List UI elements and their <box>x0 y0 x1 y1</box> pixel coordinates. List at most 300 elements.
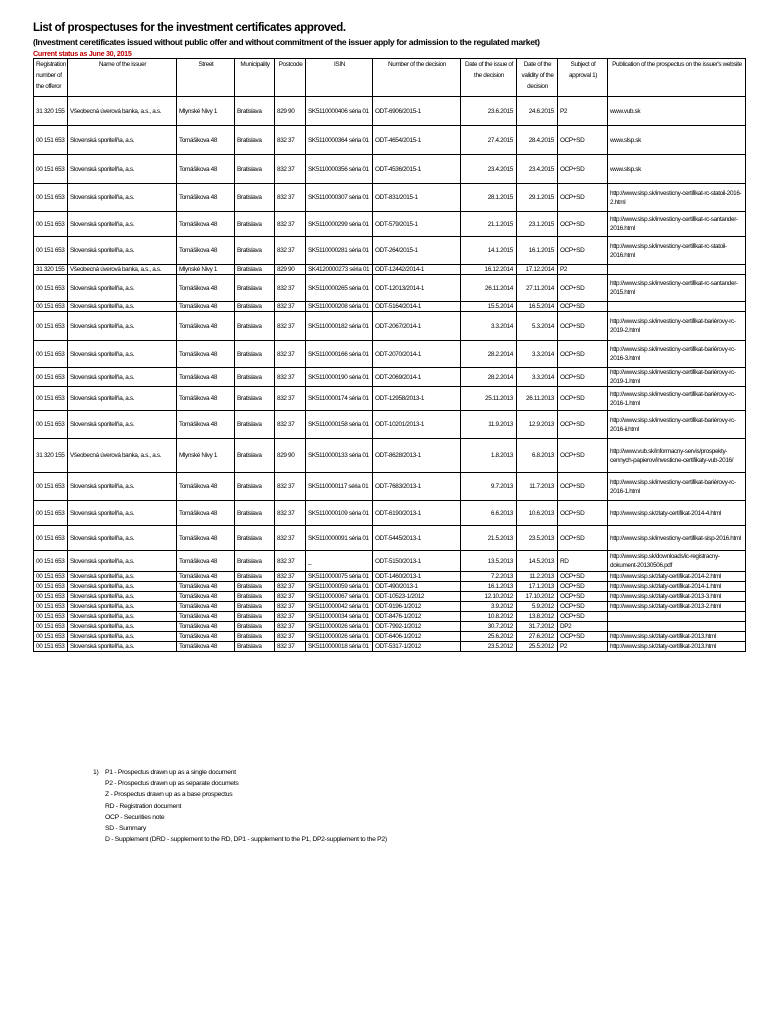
issuer-cell: Slovenská sporiteľňa, a.s. <box>68 582 177 592</box>
postcode-cell: 832 37 <box>275 312 306 341</box>
decision-number-cell: ODT-6190/2013-1 <box>373 501 461 526</box>
publication-cell[interactable]: http://www.slsp.sk/zlaty-certifikat-2014-2.html <box>608 572 746 582</box>
decision-number-cell: ODT-490/2013-1 <box>373 582 461 592</box>
postcode-cell: 832 37 <box>275 184 306 212</box>
municipality-cell: Bratislava <box>235 368 275 387</box>
postcode-cell: 832 37 <box>275 473 306 501</box>
isin-cell: SK5110000281 séria 01 <box>306 237 373 265</box>
registration-cell: 00 151 653 <box>34 368 68 387</box>
decision-number-cell: ODT-12958/2013-1 <box>373 387 461 411</box>
isin-cell: SK5110000026 séria 01 <box>306 632 373 642</box>
street-cell: Tomášikova 48 <box>177 411 235 439</box>
postcode-cell: 832 37 <box>275 155 306 184</box>
isin-cell: SK5110000075 séria 01 <box>306 572 373 582</box>
municipality-cell: Bratislava <box>235 275 275 302</box>
isin-cell: SK5110000158 séria 01 <box>306 411 373 439</box>
validity-date-cell: 16.1.2015 <box>517 237 558 265</box>
street-cell: Tomášikova 48 <box>177 387 235 411</box>
issuer-cell: Slovenská sporiteľňa, a.s. <box>68 126 177 155</box>
issue-date-cell: 3.3.2014 <box>461 312 517 341</box>
registration-cell: 31 320 155 <box>34 265 68 275</box>
isin-cell: SK5110000109 séria 01 <box>306 501 373 526</box>
validity-date-cell: 13.8.2012 <box>517 612 558 622</box>
publication-cell[interactable]: http://www.slsp.sk/investicny-certifikat-bariérovy-rc-2016-1.html <box>608 473 746 501</box>
decision-number-cell: ODT-5150/2013-1 <box>373 551 461 572</box>
table-row <box>34 526 746 551</box>
issue-date-cell: 7.2.2013 <box>461 572 517 582</box>
isin-cell: SK5110000406 séria 01 <box>306 97 373 126</box>
issue-date-cell: 6.6.2013 <box>461 501 517 526</box>
street-cell: Mlynské Nivy 1 <box>177 439 235 473</box>
table-row <box>34 473 746 501</box>
validity-date-cell: 11.2.2013 <box>517 572 558 582</box>
issue-date-cell: 1.8.2013 <box>461 439 517 473</box>
table-row <box>34 602 746 612</box>
municipality-cell: Bratislava <box>235 602 275 612</box>
municipality-cell: Bratislava <box>235 312 275 341</box>
decision-number-cell: ODT-7683/2013-1 <box>373 473 461 501</box>
issuer-cell: Slovenská sporiteľňa, a.s. <box>68 312 177 341</box>
decision-number-cell: ODT-6406-1/2012 <box>373 632 461 642</box>
issuer-cell: Slovenská sporiteľňa, a.s. <box>68 501 177 526</box>
registration-cell: 00 151 653 <box>34 632 68 642</box>
postcode-cell: 832 37 <box>275 302 306 312</box>
postcode-cell: 832 37 <box>275 212 306 237</box>
registration-cell: 00 151 653 <box>34 501 68 526</box>
publication-cell[interactable]: http://www.slsp.sk/zlaty-certifikat-2013-3.html <box>608 592 746 602</box>
street-cell: Tomášikova 48 <box>177 302 235 312</box>
validity-date-cell: 26.11.2013 <box>517 387 558 411</box>
issue-date-cell: 21.5.2013 <box>461 526 517 551</box>
table-row <box>34 302 746 312</box>
postcode-cell: 832 37 <box>275 501 306 526</box>
street-cell: Tomášikova 48 <box>177 312 235 341</box>
registration-cell: 31 320 155 <box>34 439 68 473</box>
registration-cell: 31 320 155 <box>34 97 68 126</box>
decision-number-cell: ODT-7992-1/2012 <box>373 622 461 632</box>
decision-number-cell: ODT-9196-1/2012 <box>373 602 461 612</box>
footnote-item: RD - Registration document <box>105 802 182 810</box>
registration-cell: 00 151 653 <box>34 341 68 368</box>
street-cell: Tomášikova 48 <box>177 473 235 501</box>
municipality-cell: Bratislava <box>235 97 275 126</box>
publication-cell[interactable]: http://www.slsp.sk/investicny-certifikat-slsp-2016.html <box>608 526 746 551</box>
street-cell: Tomášikova 48 <box>177 126 235 155</box>
street-cell: Tomášikova 48 <box>177 275 235 302</box>
table-row <box>34 341 746 368</box>
registration-cell: 00 151 653 <box>34 526 68 551</box>
isin-cell: SK5110000059 séria 01 <box>306 582 373 592</box>
issuer-cell: Slovenská sporiteľňa, a.s. <box>68 368 177 387</box>
subject-cell: OCP+SD <box>558 473 608 501</box>
isin-cell: SK5110000133 séria 01 <box>306 439 373 473</box>
publication-cell[interactable]: http://www.slsp.sk/zlaty-certifikat-2013-2.html <box>608 602 746 612</box>
municipality-cell: Bratislava <box>235 184 275 212</box>
municipality-cell: Bratislava <box>235 572 275 582</box>
validity-date-cell: 27.11.2014 <box>517 275 558 302</box>
validity-date-cell: 17.12.2014 <box>517 265 558 275</box>
issue-date-cell: 11.9.2013 <box>461 411 517 439</box>
municipality-cell: Bratislava <box>235 439 275 473</box>
issue-date-cell: 26.11.2014 <box>461 275 517 302</box>
validity-date-cell: 17.1.2013 <box>517 582 558 592</box>
table-row <box>34 592 746 602</box>
street-cell: Tomášikova 48 <box>177 602 235 612</box>
issue-date-cell: 14.1.2015 <box>461 237 517 265</box>
postcode-cell: 832 37 <box>275 387 306 411</box>
street-cell: Tomášikova 48 <box>177 642 235 652</box>
postcode-cell: 829 90 <box>275 439 306 473</box>
publication-cell[interactable]: www.slsp.sk <box>608 126 746 155</box>
table-row <box>34 411 746 439</box>
issue-date-cell: 28.2.2014 <box>461 368 517 387</box>
registration-cell: 00 151 653 <box>34 212 68 237</box>
validity-date-cell: 23.5.2013 <box>517 526 558 551</box>
subject-cell: OCP+SD <box>558 632 608 642</box>
issue-date-cell: 21.1.2015 <box>461 212 517 237</box>
subject-cell: OCP+SD <box>558 526 608 551</box>
publication-cell[interactable]: http://www.slsp.sk/investicny-certifikat-bariérovy-rc-2019-2.html <box>608 312 746 341</box>
registration-cell: 00 151 653 <box>34 411 68 439</box>
street-cell: Tomášikova 48 <box>177 184 235 212</box>
validity-date-cell: 5.9.2012 <box>517 602 558 612</box>
issuer-cell: Slovenská sporiteľňa, a.s. <box>68 302 177 312</box>
table-row <box>34 582 746 592</box>
issuer-cell: Slovenská sporiteľňa, a.s. <box>68 237 177 265</box>
decision-number-cell: ODT-6906/2015-1 <box>373 97 461 126</box>
postcode-cell: 832 37 <box>275 602 306 612</box>
subject-cell: OCP+SD <box>558 126 608 155</box>
municipality-cell: Bratislava <box>235 642 275 652</box>
decision-number-cell: ODT-5164/2014-1 <box>373 302 461 312</box>
publication-cell[interactable]: http://www.slsp.sk/zlaty-certifikat-2013.html <box>608 632 746 642</box>
postcode-cell: 832 37 <box>275 275 306 302</box>
issue-date-cell: 9.7.2013 <box>461 473 517 501</box>
municipality-cell: Bratislava <box>235 582 275 592</box>
isin-cell: _ <box>306 551 373 572</box>
municipality-cell: Bratislava <box>235 473 275 501</box>
registration-cell: 00 151 653 <box>34 155 68 184</box>
decision-number-cell: ODT-1460/2013-1 <box>373 572 461 582</box>
issue-date-cell: 28.1.2015 <box>461 184 517 212</box>
publication-cell[interactable] <box>608 265 746 275</box>
issuer-cell: Slovenská sporiteľňa, a.s. <box>68 387 177 411</box>
street-cell: Tomášikova 48 <box>177 632 235 642</box>
issue-date-cell: 16.1.2013 <box>461 582 517 592</box>
issuer-cell: Slovenská sporiteľňa, a.s. <box>68 184 177 212</box>
status-date: Current status as June 30, 2015 <box>33 49 132 58</box>
table-row <box>34 212 746 237</box>
registration-cell: 00 151 653 <box>34 612 68 622</box>
page-subtitle: (Investment ceretificates issued without public offer and without commitment of the issuer apply for admission to the regulated market) <box>33 37 540 47</box>
footnote-item: P1 - Prospectus drawn up as a single document <box>105 769 236 776</box>
subject-cell: OCP+SD <box>558 602 608 612</box>
validity-date-cell: 23.4.2015 <box>517 155 558 184</box>
isin-cell: SK5110000026 séria 01 <box>306 622 373 632</box>
table-row <box>34 387 746 411</box>
municipality-cell: Bratislava <box>235 411 275 439</box>
issuer-cell: Všeobecná úverová banka, a.s., a.s. <box>68 97 177 126</box>
issue-date-cell: 28.2.2014 <box>461 341 517 368</box>
publication-cell[interactable] <box>608 612 746 622</box>
publication-cell[interactable]: http://www.slsp.sk/zlaty-certifikat-2014-1.html <box>608 582 746 592</box>
publication-cell[interactable]: http://www.slsp.sk/investicny-certifikat-bariérovy-rc-2016-3.html <box>608 341 746 368</box>
issuer-cell: Slovenská sporiteľňa, a.s. <box>68 473 177 501</box>
decision-number-cell: ODT-12442/2014-1 <box>373 265 461 275</box>
publication-cell[interactable]: http://www.slsp.sk/investicny-certifikat-bariérovy-rc-2016-1.html <box>608 387 746 411</box>
registration-cell: 00 151 653 <box>34 312 68 341</box>
footnote-marker: 1) <box>93 769 99 776</box>
decision-number-cell: ODT-4536/2015-1 <box>373 155 461 184</box>
isin-cell: SK5110000182 séria 01 <box>306 312 373 341</box>
prospectus-table <box>33 58 746 652</box>
postcode-cell: 832 37 <box>275 237 306 265</box>
publication-cell[interactable]: http://www.slsp.sk/investicny-certifikat-rc-statoil-2016-2.html <box>608 184 746 212</box>
publication-cell[interactable]: www.slsp.sk <box>608 155 746 184</box>
decision-number-cell: ODT-10523-1/2012 <box>373 592 461 602</box>
issuer-cell: Slovenská sporiteľňa, a.s. <box>68 551 177 572</box>
table-row <box>34 501 746 526</box>
table-row <box>34 265 746 275</box>
municipality-cell: Bratislava <box>235 341 275 368</box>
decision-number-cell: ODT-5317-1/2012 <box>373 642 461 652</box>
issue-date-cell: 12.10.2012 <box>461 592 517 602</box>
publication-cell[interactable]: http://www.slsp.sk/investicny-certifikat-rc-santander-2016.html <box>608 212 746 237</box>
validity-date-cell: 14.5.2013 <box>517 551 558 572</box>
issue-date-cell: 13.5.2013 <box>461 551 517 572</box>
registration-cell: 00 151 653 <box>34 237 68 265</box>
isin-cell: SK5110000091 séria 01 <box>306 526 373 551</box>
isin-cell: SK5110000117 séria 01 <box>306 473 373 501</box>
table-row <box>34 632 746 642</box>
street-cell: Tomášikova 48 <box>177 155 235 184</box>
issuer-cell: Slovenská sporiteľňa, a.s. <box>68 642 177 652</box>
registration-cell: 00 151 653 <box>34 302 68 312</box>
validity-date-cell: 11.7.2013 <box>517 473 558 501</box>
validity-date-cell: 17.10.2012 <box>517 592 558 602</box>
validity-date-cell: 27.6.2012 <box>517 632 558 642</box>
col-header-decision-number: Number of the decision <box>373 59 461 97</box>
publication-cell[interactable]: http://www.slsp.sk/zlaty-certifikat-2013.html <box>608 642 746 652</box>
publication-cell[interactable]: http://www.slsp.sk/investicny-certifikat-bariérovy-rc-2016-ii.html <box>608 411 746 439</box>
table-header-row <box>34 59 746 97</box>
municipality-cell: Bratislava <box>235 155 275 184</box>
col-header-postcode: Postcode <box>275 59 306 97</box>
publication-cell[interactable]: http://www.slsp.sk/downloads/ic-registracny-dokument-20130506.pdf <box>608 551 746 572</box>
municipality-cell: Bratislava <box>235 237 275 265</box>
col-header-issue-date: Date of the issue of the decision <box>461 59 517 97</box>
subject-cell: OCP+SD <box>558 582 608 592</box>
municipality-cell: Bratislava <box>235 501 275 526</box>
subject-cell: OCP+SD <box>558 312 608 341</box>
issuer-cell: Slovenská sporiteľňa, a.s. <box>68 341 177 368</box>
subject-cell: OCP+SD <box>558 572 608 582</box>
validity-date-cell: 25.5.2012 <box>517 642 558 652</box>
table-row <box>34 551 746 572</box>
decision-number-cell: ODT-579/2015-1 <box>373 212 461 237</box>
registration-cell: 00 151 653 <box>34 602 68 612</box>
municipality-cell: Bratislava <box>235 632 275 642</box>
subject-cell: OCP+SD <box>558 368 608 387</box>
postcode-cell: 832 37 <box>275 411 306 439</box>
postcode-cell: 832 37 <box>275 642 306 652</box>
col-header-validity-date: Date of the validity of the decision <box>517 59 558 97</box>
decision-number-cell: ODT-2069/2014-1 <box>373 368 461 387</box>
footnote-item: D - Supplement (DRD - supplement to the RD, DP1 - supplement to the P1, DP2-supplement to the P2) <box>105 836 387 844</box>
registration-cell: 00 151 653 <box>34 582 68 592</box>
subject-cell: OCP+SD <box>558 439 608 473</box>
street-cell: Tomášikova 48 <box>177 501 235 526</box>
footnote-item: P2 - Prospectus drawn up as separate documets <box>105 780 239 788</box>
validity-date-cell: 3.3.2014 <box>517 341 558 368</box>
issue-date-cell: 3.9.2012 <box>461 602 517 612</box>
street-cell: Tomášikova 48 <box>177 582 235 592</box>
registration-cell: 00 151 653 <box>34 592 68 602</box>
issue-date-cell: 15.5.2014 <box>461 302 517 312</box>
publication-cell[interactable]: http://www.slsp.sk/investicny-certifikat-rc-statoil-2016.html <box>608 237 746 265</box>
publication-cell[interactable]: http://www.slsp.sk/investicny-certifikat-bariérovy-rc-2019-1.html <box>608 368 746 387</box>
subject-cell: OCP+SD <box>558 212 608 237</box>
col-header-issuer: Name of the issuer <box>68 59 177 97</box>
issue-date-cell: 23.5.2012 <box>461 642 517 652</box>
isin-cell: SK4120000273 séria 01 <box>306 265 373 275</box>
validity-date-cell: 23.1.2015 <box>517 212 558 237</box>
street-cell: Tomášikova 48 <box>177 592 235 602</box>
street-cell: Tomášikova 48 <box>177 551 235 572</box>
street-cell: Tomášikova 48 <box>177 368 235 387</box>
postcode-cell: 832 37 <box>275 582 306 592</box>
page-title: List of prospectuses for the investment certificates approved. <box>33 22 346 34</box>
postcode-cell: 832 37 <box>275 612 306 622</box>
registration-cell: 00 151 653 <box>34 126 68 155</box>
publication-cell[interactable]: http://www.slsp.sk/investicny-certifikat-rc-santander-2015.html <box>608 275 746 302</box>
validity-date-cell: 31.7.2012 <box>517 622 558 632</box>
table-row <box>34 97 746 126</box>
table-row <box>34 612 746 622</box>
isin-cell: SK5110000208 séria 01 <box>306 302 373 312</box>
street-cell: Tomášikova 48 <box>177 572 235 582</box>
municipality-cell: Bratislava <box>235 212 275 237</box>
issue-date-cell: 30.7.2012 <box>461 622 517 632</box>
decision-number-cell: ODT-831/2015-1 <box>373 184 461 212</box>
decision-number-cell: ODT-8628/2013-1 <box>373 439 461 473</box>
decision-number-cell: ODT-5445/2013-1 <box>373 526 461 551</box>
table-row <box>34 622 746 632</box>
table-row <box>34 126 746 155</box>
registration-cell: 00 151 653 <box>34 572 68 582</box>
isin-cell: SK5110000299 séria 01 <box>306 212 373 237</box>
municipality-cell: Bratislava <box>235 592 275 602</box>
subject-cell: RD <box>558 551 608 572</box>
subject-cell: OCP+SD <box>558 612 608 622</box>
registration-cell: 00 151 653 <box>34 387 68 411</box>
publication-cell[interactable] <box>608 622 746 632</box>
issue-date-cell: 23.6.2015 <box>461 97 517 126</box>
document-page <box>33 22 745 844</box>
validity-date-cell: 29.1.2015 <box>517 184 558 212</box>
table-row <box>34 184 746 212</box>
issuer-cell: Slovenská sporiteľňa, a.s. <box>68 212 177 237</box>
issuer-cell: Slovenská sporiteľňa, a.s. <box>68 632 177 642</box>
validity-date-cell: 10.6.2013 <box>517 501 558 526</box>
postcode-cell: 829 90 <box>275 265 306 275</box>
isin-cell: SK5110000190 séria 01 <box>306 368 373 387</box>
isin-cell: SK5110000174 séria 01 <box>306 387 373 411</box>
isin-cell: SK5110000364 séria 01 <box>306 126 373 155</box>
postcode-cell: 832 37 <box>275 368 306 387</box>
street-cell: Tomášikova 48 <box>177 526 235 551</box>
validity-date-cell: 28.4.2015 <box>517 126 558 155</box>
street-cell: Tomášikova 48 <box>177 237 235 265</box>
col-header-subject: Subject of approval 1) <box>558 59 608 97</box>
registration-cell: 00 151 653 <box>34 275 68 302</box>
publication-cell[interactable]: www.vub.sk <box>608 97 746 126</box>
postcode-cell: 832 37 <box>275 551 306 572</box>
issuer-cell: Slovenská sporiteľňa, a.s. <box>68 592 177 602</box>
isin-cell: SK5110000018 séria 01 <box>306 642 373 652</box>
issuer-cell: Slovenská sporiteľňa, a.s. <box>68 411 177 439</box>
municipality-cell: Bratislava <box>235 612 275 622</box>
postcode-cell: 832 37 <box>275 572 306 582</box>
publication-cell[interactable]: http://www.slsp.sk/zlaty-certifikat-2014-4.html <box>608 501 746 526</box>
street-cell: Tomášikova 48 <box>177 612 235 622</box>
street-cell: Tomášikova 48 <box>177 212 235 237</box>
table-row <box>34 642 746 652</box>
col-header-municipality: Municipality <box>235 59 275 97</box>
subject-cell: P2 <box>558 265 608 275</box>
publication-cell[interactable]: http://www.vub.sk/informacny-servis/prospekty-cennych-papierov/investicne-certifikaty-vub-2016/ <box>608 439 746 473</box>
issue-date-cell: 10.8.2012 <box>461 612 517 622</box>
table-row <box>34 572 746 582</box>
isin-cell: SK5110000356 séria 01 <box>306 155 373 184</box>
decision-number-cell: ODT-12013/2014-1 <box>373 275 461 302</box>
decision-number-cell: ODT-264/2015-1 <box>373 237 461 265</box>
table-row <box>34 439 746 473</box>
issue-date-cell: 16.12.2014 <box>461 265 517 275</box>
footnote-item: SD - Summary <box>105 825 146 833</box>
street-cell: Tomášikova 48 <box>177 341 235 368</box>
registration-cell: 00 151 653 <box>34 473 68 501</box>
municipality-cell: Bratislava <box>235 526 275 551</box>
publication-cell[interactable] <box>608 302 746 312</box>
postcode-cell: 832 37 <box>275 526 306 551</box>
decision-number-cell: ODT-2070/2014-1 <box>373 341 461 368</box>
col-header-street: Street <box>177 59 235 97</box>
issue-date-cell: 27.4.2015 <box>461 126 517 155</box>
registration-cell: 00 151 653 <box>34 551 68 572</box>
registration-cell: 00 151 653 <box>34 642 68 652</box>
table-row <box>34 155 746 184</box>
subject-cell: P2 <box>558 642 608 652</box>
issue-date-cell: 23.4.2015 <box>461 155 517 184</box>
issuer-cell: Všeobecná úverová banka, a.s., a.s. <box>68 439 177 473</box>
subject-cell: DP2 <box>558 622 608 632</box>
street-cell: Mlynské Nivy 1 <box>177 265 235 275</box>
postcode-cell: 832 37 <box>275 632 306 642</box>
isin-cell: SK5110000042 séria 01 <box>306 602 373 612</box>
col-header-isin: ISIN <box>306 59 373 97</box>
table-row <box>34 275 746 302</box>
municipality-cell: Bratislava <box>235 622 275 632</box>
postcode-cell: 832 37 <box>275 622 306 632</box>
issue-date-cell: 25.11.2013 <box>461 387 517 411</box>
postcode-cell: 832 37 <box>275 592 306 602</box>
decision-number-cell: ODT-8476-1/2012 <box>373 612 461 622</box>
validity-date-cell: 6.8.2013 <box>517 439 558 473</box>
postcode-cell: 832 37 <box>275 341 306 368</box>
issuer-cell: Všeobecná úverová banka, a.s., a.s. <box>68 265 177 275</box>
subject-cell: OCP+SD <box>558 341 608 368</box>
